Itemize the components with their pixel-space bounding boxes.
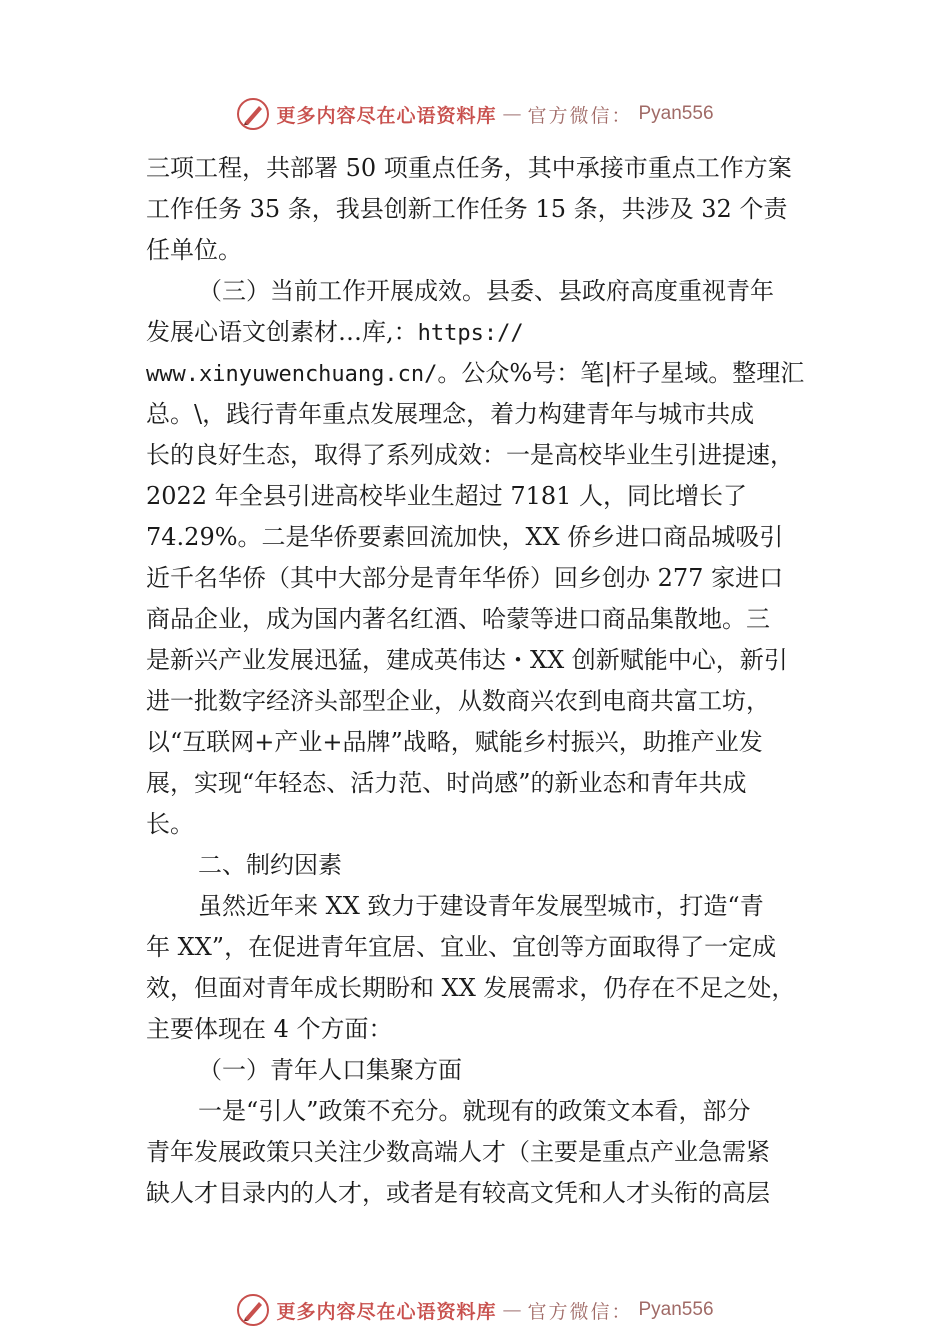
banner-dash: — (502, 1299, 522, 1321)
text-line: 长。 (146, 810, 194, 838)
text-line: 主要体现在 4 个方面： (146, 1015, 393, 1043)
section-heading: 二、制约因素 (198, 851, 342, 879)
text-line: 缺人才目录内的人才，或者是有较高文凭和人才头衔的高层 (146, 1179, 770, 1207)
banner-sub-text: 官方微信： (527, 104, 633, 127)
url-prefix: https:// (417, 321, 524, 346)
text-line: 任单位。 (146, 236, 242, 264)
body-text (146, 148, 836, 1214)
text-line: 虽然近年来 XX 致力于建设青年发展型城市，打造“青 (198, 892, 764, 920)
text-line: 效，但面对青年成长期盼和 XX 发展需求，仍存在不足之处， (146, 974, 796, 1002)
text-line: 进一批数字经济头部型企业，从数商兴农到电商共富工坊， (146, 687, 770, 715)
text-line (146, 353, 836, 394)
text-line (146, 312, 836, 353)
text-line-part: 。公众%号：笔|杆子星域。整理汇 (437, 359, 805, 387)
banner-main-text: 更多内容尽在心语资料库 (276, 104, 497, 127)
text-line: 近千名华侨（其中大部分是青年华侨）回乡创办 277 家进口 (146, 564, 784, 592)
text-line: 长的良好生态，取得了系列成效：一是高校毕业生引进提速， (146, 441, 794, 469)
text-line: 以“互联网+产业+品牌”战略，赋能乡村振兴，助推产业发 (146, 728, 763, 756)
text-line: 是新兴产业发展迅猛，建成英伟达・XX 创新赋能中心，新引 (146, 646, 788, 674)
text-line: 2022 年全县引进高校毕业生超过 7181 人，同比增长了 (146, 482, 748, 510)
text-line: 青年发展政策只关注少数高端人才（主要是重点产业急需紧 (146, 1138, 770, 1166)
pen-logo-icon (236, 1293, 270, 1327)
text-line: 74.29%。二是华侨要素回流加快，XX 侨乡进口商品城吸引 (146, 523, 784, 551)
banner-main-text: 更多内容尽在心语资料库 (276, 1300, 497, 1323)
text-line: 工作任务 35 条，我县创新工作任务 15 条，共涉及 32 个责 (146, 195, 788, 223)
footer-watermark-banner (0, 1290, 950, 1330)
text-line: 年 XX”，在促进青年宜居、宜业、宜创等方面取得了一定成 (146, 933, 777, 961)
banner-wechat-id: Pyan556 (638, 1299, 714, 1320)
section-heading: （一）青年人口集聚方面 (198, 1056, 462, 1084)
url-text: www.xinyuwenchuang.cn/ (146, 362, 438, 387)
banner-dash: — (502, 103, 522, 125)
text-line: 总。\，践行青年重点发展理念，着力构建青年与城市共成 (146, 400, 755, 428)
banner-wechat-id: Pyan556 (638, 103, 714, 124)
text-line-part: 发展心语文创素材…库,： (146, 318, 418, 346)
text-line: 展，实现“年轻态、活力范、时尚感”的新业态和青年共成 (146, 769, 747, 797)
section-heading: （三）当前工作开展成效。县委、县政府高度重视青年 (198, 277, 774, 305)
header-watermark-banner (0, 94, 950, 134)
text-line: 一是“引人”政策不充分。就现有的政策文本看，部分 (198, 1097, 751, 1125)
banner-sub-text: 官方微信： (527, 1300, 633, 1323)
text-line: 三项工程，共部署 50 项重点任务，其中承接市重点工作方案 (146, 154, 792, 182)
text-line: 商品企业，成为国内著名红酒、哈蒙等进口商品集散地。三 (146, 605, 770, 633)
pen-logo-icon (236, 97, 270, 131)
